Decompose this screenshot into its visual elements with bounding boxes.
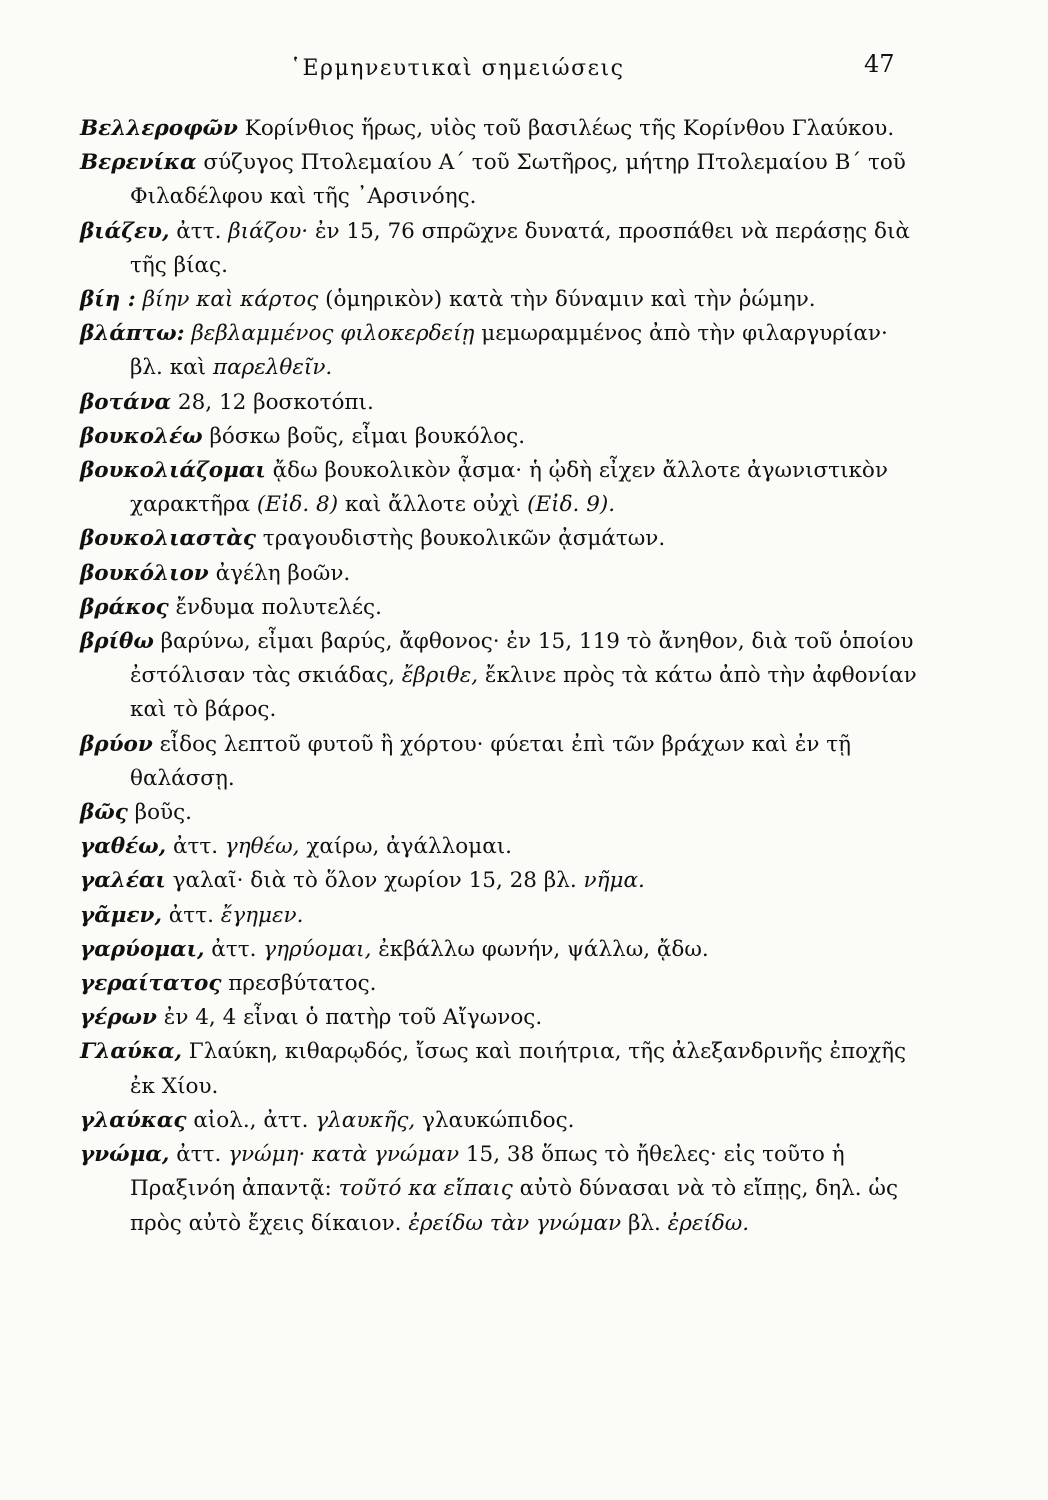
entry-text: γλαυκώπιδος. (415, 1107, 575, 1133)
entry-text: ἐν 4, 4 εἶναι ὁ πατὴρ τοῦ Αἴγωνος. (156, 1005, 543, 1031)
entry-headword: Βελλεροφῶν (80, 116, 238, 141)
entry-italic-text: τοῦτό κα εἴπαις (338, 1176, 513, 1202)
entry-headword: γνώμα, (80, 1142, 170, 1168)
entry-headword: γεραίτατος (80, 971, 222, 997)
glossary-entry (80, 864, 918, 898)
entry-text: ἀττ. (166, 834, 225, 860)
entry-text: ᾄδω βουκολικὸν ᾆσμα· ἡ ᾠδὴ εἶχεν ἄλλοτε ἀγωνιστικὸν χαρακτῆρα (130, 458, 888, 518)
glossary-entry (80, 215, 918, 283)
glossary-entry (80, 317, 918, 385)
glossary-entry (80, 625, 918, 728)
entry-text: βοῦς. (127, 800, 192, 826)
entry-text: ἐκβάλλω φωνήν, ψάλλω, ᾄδω. (371, 936, 709, 962)
entry-text: αὐτὸ δύνασαι νὰ τὸ εἴπῃς, δηλ. ὡς πρὸς αὐτὸ ἔχεις δίκαιον. (130, 1176, 899, 1236)
entry-text: 28, 12 βοσκοτόπι. (171, 389, 374, 415)
entry-text: ἀγέλη βοῶν. (208, 560, 351, 586)
entry-italic-text: ἔγημεν. (220, 902, 304, 928)
entry-italic-text: βεβλαμμένος φιλοκερδείῃ (191, 321, 475, 347)
entry-headword: βίη : (80, 287, 136, 313)
entry-text: ἔκλινε πρὸς τὰ κάτω ἀπὸ τὴν ἀφθονίαν καὶ τὸ βάρος. (130, 663, 917, 723)
entry-headword: Γλαύκα, (80, 1039, 182, 1065)
entry-headword: γλαύκας (80, 1107, 187, 1133)
entry-italic-text: γλαυκῆς, (315, 1107, 416, 1133)
entry-text: σύζυγος Πτολεμαίου Α΄ τοῦ Σωτῆρος, μήτηρ Πτολεμαίου Β΄ τοῦ Φιλαδέλφου καὶ τῆς ᾿Αρσινόης. (130, 150, 906, 210)
glossary-entry (80, 1001, 918, 1035)
entry-text: εἶδος λεπτοῦ φυτοῦ ἢ χόρτου· φύεται ἐπὶ τῶν βράχων καὶ ἐν τῇ θαλάσσῃ. (130, 731, 852, 791)
entry-headword: γᾶμεν, (80, 902, 162, 928)
glossary-entry (80, 728, 918, 796)
entry-text: βαρύνω, εἶμαι βαρύς, ἄφθονος· ἐν 15, 119 τὸ ἄνηθον, διὰ τοῦ ὁποίου ἐστόλισαν τὰς σκιάδας, (130, 629, 914, 689)
entry-text: αἰολ., ἀττ. (186, 1107, 316, 1133)
entry-italic-text: γηθέω, (224, 834, 300, 860)
entry-headword: γέρων (80, 1005, 157, 1031)
entry-text: χαίρω, ἀγάλλομαι. (299, 834, 512, 860)
glossary-entry (80, 1104, 918, 1138)
entry-headword: γαρύομαι, (80, 936, 205, 962)
entry-italic-text: βιάζου· (228, 218, 309, 244)
entry-headword: βουκολιαστὰς (80, 526, 256, 552)
entry-headword: γαθέω, (80, 834, 167, 860)
entry-headword: βουκολέω (80, 423, 203, 449)
glossary-entry (80, 796, 918, 830)
entry-italic-text: γνώμη· κατὰ γνώμαν (228, 1142, 460, 1168)
entry-text: ἐν 15, 76 σπρῶχνε δυνατά, προσπάθει νὰ περάσῃς διὰ τῆς βίας. (130, 218, 910, 278)
entry-text: βόσκω βοῦς, εἶμαι βουκόλος. (202, 423, 526, 449)
entry-italic-text: ἐρείδω τὰν γνώμαν (408, 1210, 622, 1236)
entry-text: ἔνδυμα πολυτελές. (168, 594, 382, 620)
entry-text: πρεσβύτατος. (221, 971, 377, 997)
entry-headword: βουκολιάζομαι (80, 458, 266, 484)
entry-headword: Βερενίκα (80, 150, 197, 176)
glossary-entry (80, 967, 918, 1001)
glossary-entry (80, 1035, 918, 1103)
entry-text: Γλαύκη, κιθαρῳδός, ἴσως καὶ ποιήτρια, τῆς ἀλεξανδρινῆς ἐποχῆς ἐκ Χίου. (130, 1039, 907, 1099)
entry-italic-text: βίην καὶ κάρτος (142, 287, 319, 313)
glossary-entry (80, 386, 918, 420)
glossary-entry (80, 830, 918, 864)
glossary-entries (80, 112, 918, 1241)
entry-text: Κορίνθιος ἥρως, υἱὸς τοῦ βασιλέως τῆς Κορίνθου Γλαύκου. (237, 116, 895, 141)
entry-headword: βλάπτω: (80, 321, 185, 347)
entry-headword: βιάζευ, (80, 218, 170, 244)
entry-text: καὶ ἄλλοτε οὐχὶ (338, 492, 528, 518)
glossary-entry (80, 522, 918, 556)
entry-italic-text: (Εἰδ. 8) (256, 492, 339, 518)
glossary-entry (80, 454, 918, 522)
entry-headword: βράκος (80, 594, 169, 620)
entry-text: ἀττ. (161, 902, 221, 928)
running-head: ῾Ερμηνευτικαὶ σημειώσεις (290, 56, 625, 81)
entry-headword: βοτάνα (80, 389, 172, 415)
entry-italic-text: νῆμα. (583, 868, 645, 894)
entry-italic-text: (Εἰδ. 9). (527, 492, 616, 518)
entry-text: τραγουδιστὴς βουκολικῶν ᾀσμάτων. (255, 526, 666, 552)
glossary-entry (80, 1138, 918, 1241)
entry-italic-text: γηρύομαι, (263, 936, 372, 962)
entry-headword: γαλέαι (80, 868, 166, 894)
entry-text: 15, 38 ὅπως τὸ ἤθελες· εἰς τοῦτο ἡ Πραξινόη ἀπαντᾷ: (130, 1142, 845, 1202)
entry-italic-text: ἔβριθε, (401, 663, 479, 689)
entry-text: βλ. (621, 1210, 668, 1236)
glossary-entry (80, 899, 918, 933)
entry-italic-text: ἐρείδω. (667, 1210, 750, 1236)
entry-text: γαλαῖ· διὰ τὸ ὅλον χωρίον 15, 28 βλ. (165, 868, 584, 894)
entry-text: (ὁμηρικὸν) κατὰ τὴν δύναμιν καὶ τὴν ῥώμην. (318, 287, 816, 313)
glossary-entry (80, 557, 918, 591)
glossary-entry (80, 112, 918, 146)
entry-text: ἀττ. (204, 936, 264, 962)
glossary-entry (80, 146, 918, 214)
entry-text (136, 287, 143, 312)
glossary-entry (80, 420, 918, 454)
entry-headword: βῶς (80, 800, 128, 826)
entry-italic-text: παρελθεῖν. (212, 355, 333, 381)
entry-headword: βρίθω (80, 629, 154, 655)
entry-text: μεμωραμμένος ἀπὸ τὴν φιλαργυρίαν· βλ. καὶ (130, 321, 888, 381)
glossary-entry (80, 591, 918, 625)
entry-text: ἀττ. (169, 1142, 229, 1168)
entry-headword: βουκόλιον (80, 560, 209, 586)
page-number: 47 (864, 50, 895, 78)
entry-headword: βρύον (80, 731, 153, 757)
glossary-entry (80, 933, 918, 967)
entry-text: ἀττ. (169, 218, 229, 244)
glossary-entry (80, 283, 918, 317)
